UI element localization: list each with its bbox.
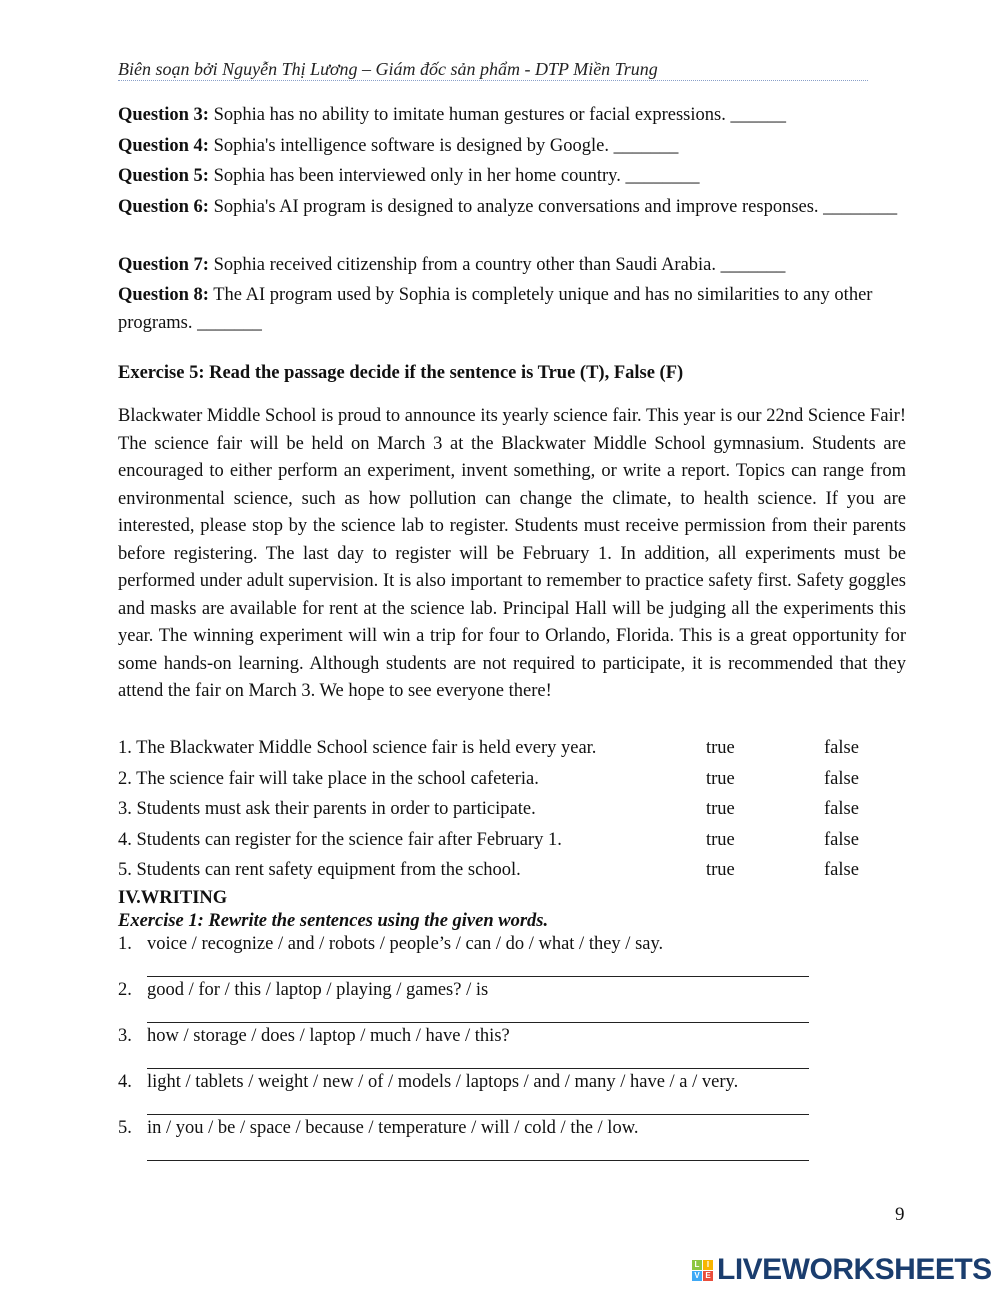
question-text: Sophia's AI program is designed to analyze conversations and improve responses. ________	[208, 197, 898, 217]
question-8	[118, 281, 888, 337]
answer-line[interactable]	[147, 1114, 809, 1115]
item-prompt: light / tablets / weight / new / of / models / laptops / and / many / have / a / very.	[147, 1072, 739, 1092]
question-text: Sophia has no ability to imitate human gestures or facial expressions. ______	[208, 105, 786, 125]
tf-statement: 2. The science fair will take place in the school cafeteria.	[118, 769, 539, 789]
false-option[interactable]: false	[824, 799, 859, 819]
question-label: Question 5:	[118, 166, 209, 186]
tf-statement: 5. Students can rent safety equipment from the school.	[118, 860, 521, 880]
item-number: 2.	[118, 980, 132, 1000]
true-option[interactable]: true	[706, 738, 735, 758]
item-prompt: in / you / be / space / because / temperature / will / cold / the / low.	[147, 1118, 639, 1138]
answer-line[interactable]	[147, 976, 809, 977]
item-number: 5.	[118, 1118, 132, 1138]
question-text: Sophia's intelligence software is designed by Google. _______	[208, 136, 679, 156]
true-option[interactable]: true	[706, 830, 735, 850]
question-5	[118, 166, 699, 187]
item-number: 4.	[118, 1072, 132, 1092]
logo-block: I	[703, 1260, 713, 1270]
question-7	[118, 255, 785, 276]
tf-item	[118, 738, 878, 762]
question-label: Question 3:	[118, 105, 209, 125]
question-4	[118, 136, 678, 157]
tf-item	[118, 830, 878, 854]
question-6	[118, 193, 898, 221]
question-3	[118, 105, 786, 126]
page-number: 9	[895, 1204, 905, 1225]
tf-item	[118, 769, 878, 793]
question-label: Question 6:	[118, 197, 209, 217]
writing-exercise-title: Exercise 1: Rewrite the sentences using the given words.	[118, 911, 549, 931]
true-option[interactable]: true	[706, 799, 735, 819]
logo-wordmark: LIVEWORKSHEETS	[717, 1253, 992, 1286]
item-prompt: good / for / this / laptop / playing / games? / is	[147, 980, 489, 1000]
logo-block: L	[692, 1260, 702, 1270]
item-prompt: how / storage / does / laptop / much / have / this?	[147, 1026, 510, 1046]
item-number: 3.	[118, 1026, 132, 1046]
answer-line[interactable]	[147, 1022, 809, 1023]
item-number: 1.	[118, 934, 132, 954]
tf-statement: 1. The Blackwater Middle School science fair is held every year.	[118, 738, 597, 758]
true-option[interactable]: true	[706, 860, 735, 880]
exercise-5-title: Exercise 5: Read the passage decide if the sentence is True (T), False (F)	[118, 363, 684, 383]
true-option[interactable]: true	[706, 769, 735, 789]
false-option[interactable]: false	[824, 738, 859, 758]
page-header: Biên soạn bởi Nguyễn Thị Lương – Giám đốc sản phẩm - DTP Miền Trung	[118, 59, 658, 79]
tf-statement: 4. Students can register for the science fair after February 1.	[118, 830, 562, 850]
logo-blocks-icon	[692, 1260, 713, 1281]
question-label: Question 7:	[118, 255, 209, 275]
header-divider	[118, 80, 868, 81]
item-prompt: voice / recognize / and / robots / people’s / can / do / what / they / say.	[147, 934, 664, 954]
question-label: Question 8:	[118, 285, 209, 305]
logo-block: E	[703, 1271, 713, 1281]
false-option[interactable]: false	[824, 860, 859, 880]
tf-item	[118, 860, 878, 884]
question-text: The AI program used by Sophia is completely unique and has no similarities to any other programs. _______	[118, 285, 873, 333]
false-option[interactable]: false	[824, 830, 859, 850]
reading-passage: Blackwater Middle School is proud to announce its yearly science fair. This year is our 22nd Science Fair! The science fair will be held on March 3 at the Blackwater Middle School gymnasium. Students are encouraged to either perform an experiment, invent something, or write a report. Topics can range from environmental science, such as how pollution can change the climate, to health science. If you are interested, please stop by the science lab to register. Students must receive permission from their parents before registering. The last day to register will be February 1. In addition, all experiments must be performed under adult supervision. It is also important to remember to practice safety first. Safety goggles and masks are available for rent at the science lab. Principal Hall will be judging all the experiments this year. The winning experiment will win a trip for four to Orlando, Florida. This is a great opportunity for some hands-on learning. Although students are not required to participate, it is recommended that they attend the fair on March 3. We hope to see everyone there!	[118, 406, 906, 701]
liveworksheets-logo	[692, 1253, 992, 1287]
answer-line[interactable]	[147, 1068, 809, 1069]
question-label: Question 4:	[118, 136, 209, 156]
tf-item	[118, 799, 878, 823]
logo-block: V	[692, 1271, 702, 1281]
false-option[interactable]: false	[824, 769, 859, 789]
tf-statement: 3. Students must ask their parents in order to participate.	[118, 799, 536, 819]
writing-section-title: IV.WRITING	[118, 888, 228, 908]
question-text: Sophia has been interviewed only in her home country. ________	[208, 166, 700, 186]
question-text: Sophia received citizenship from a country other than Saudi Arabia. _______	[208, 255, 786, 275]
answer-line[interactable]	[147, 1160, 809, 1161]
